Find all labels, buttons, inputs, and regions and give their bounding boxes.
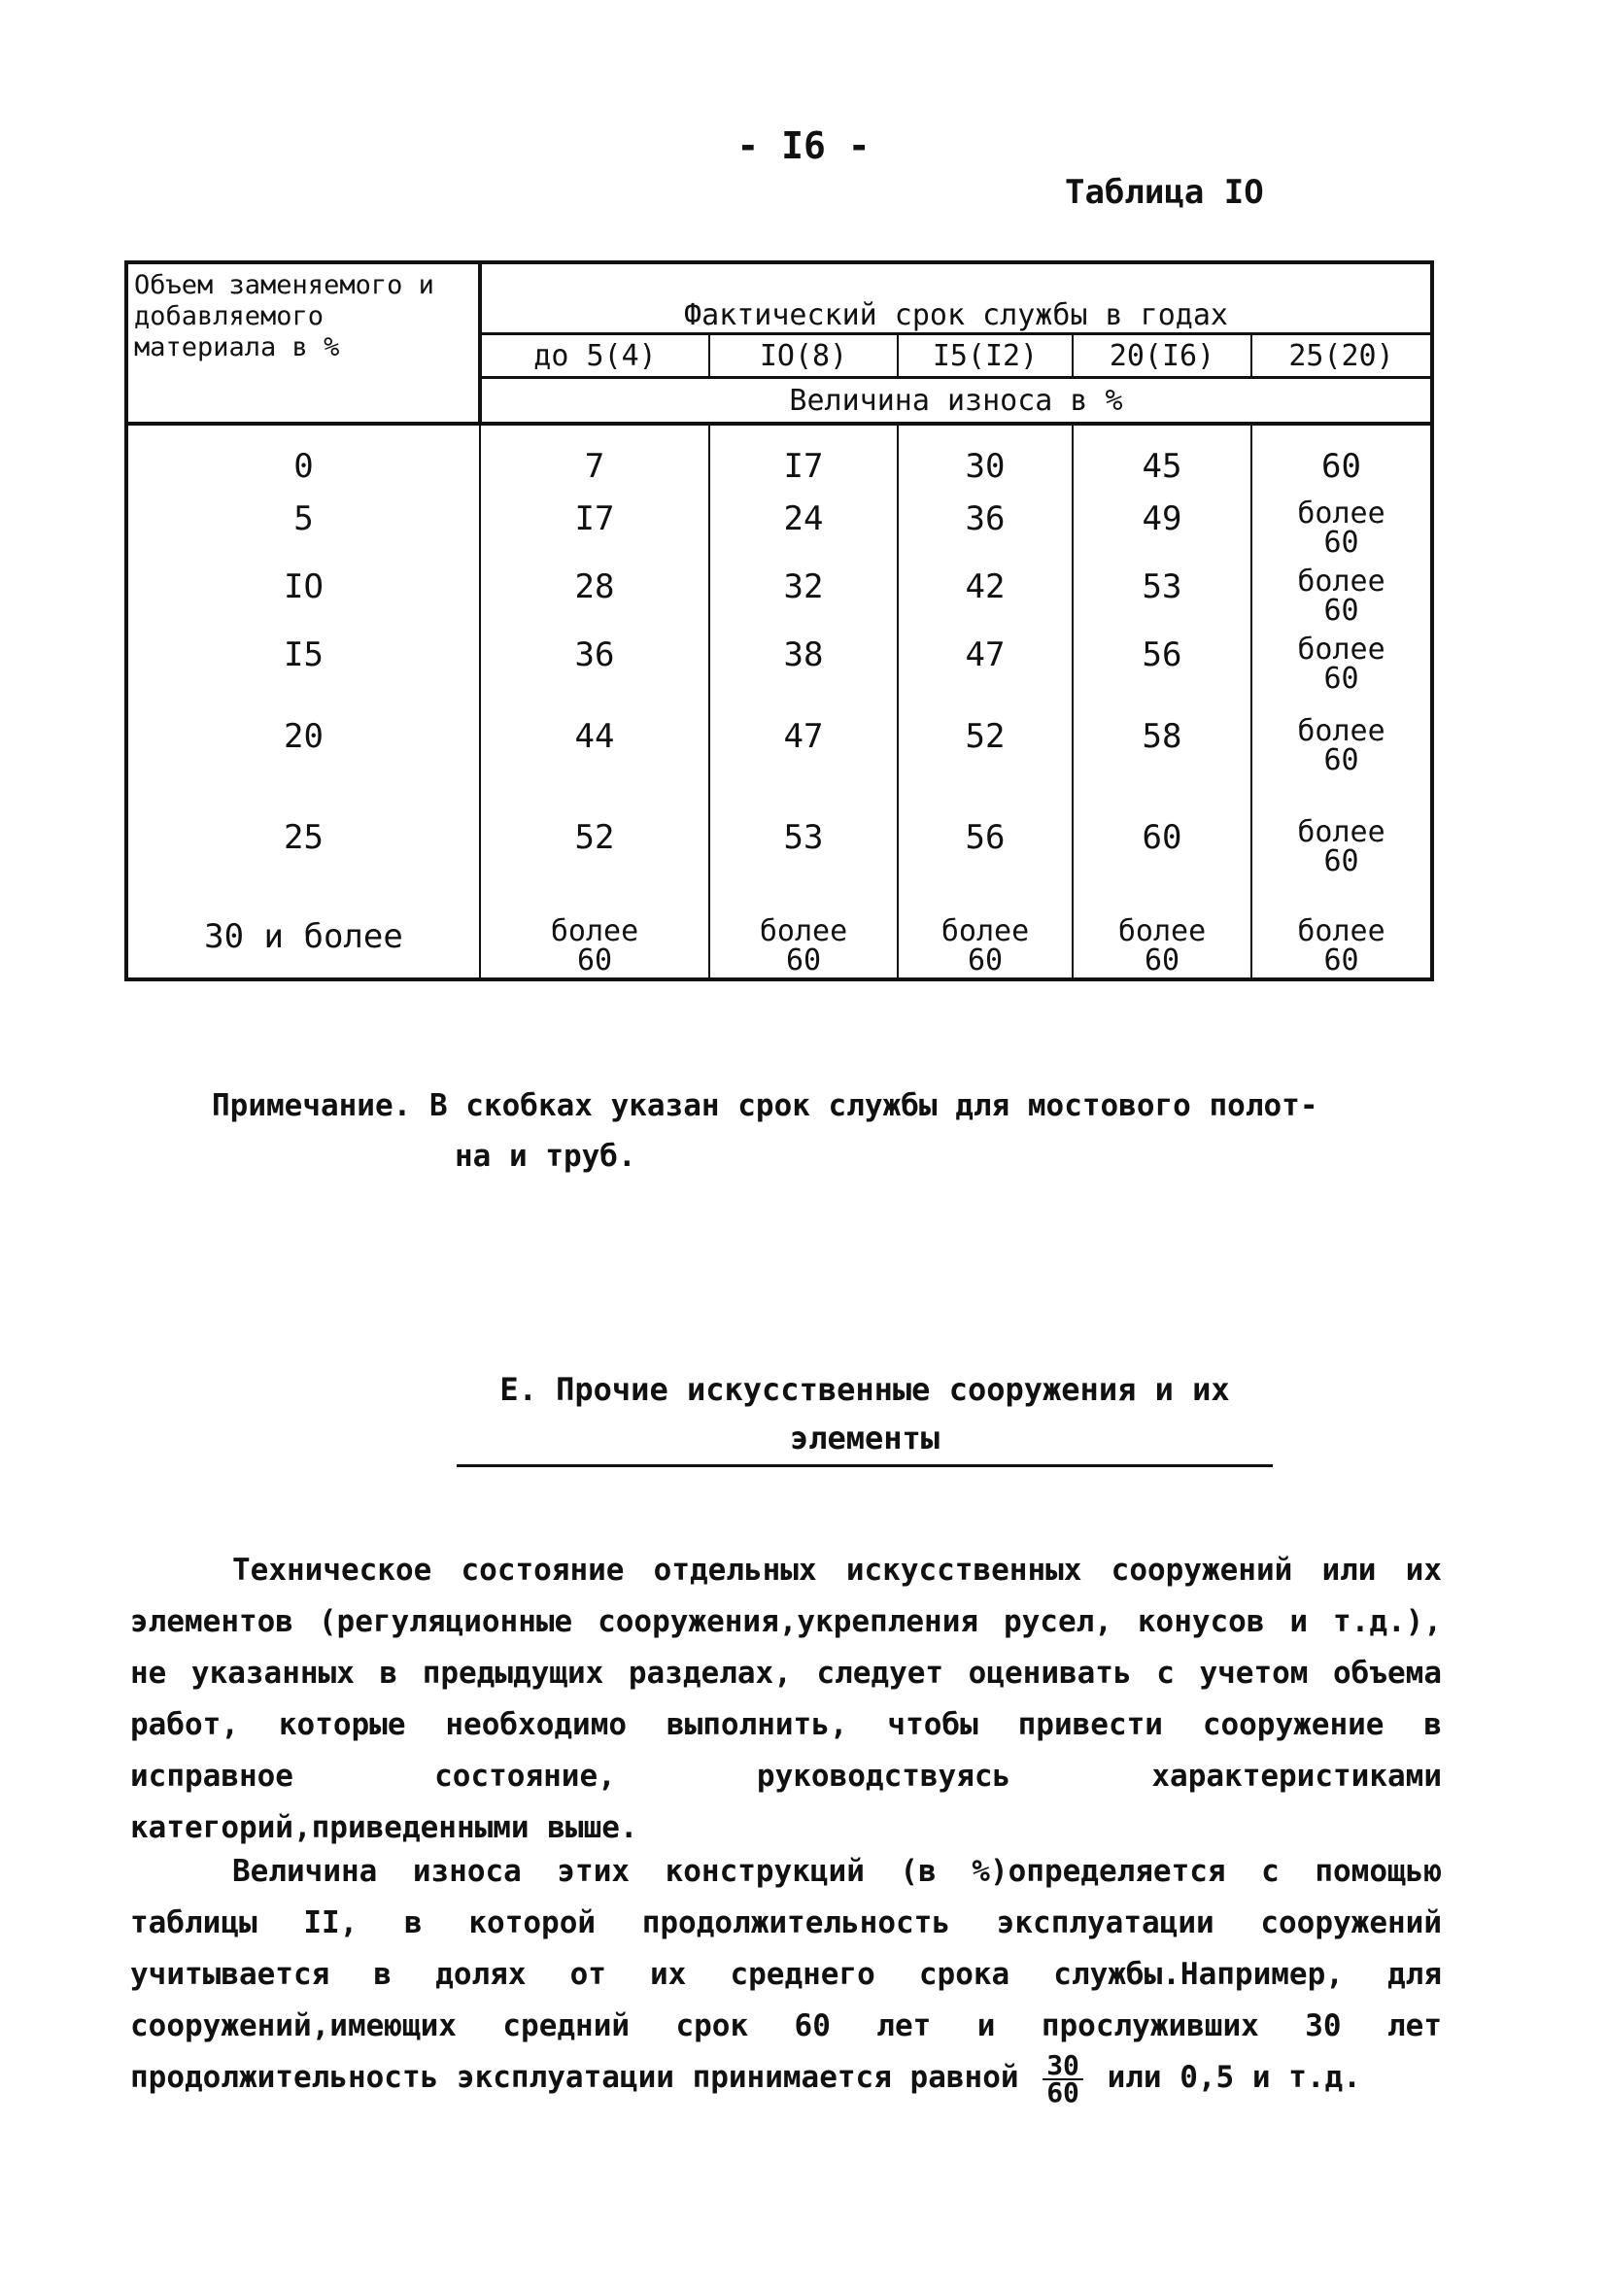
fraction-numerator: 30: [1043, 2053, 1083, 2080]
wear-cell: 28: [480, 558, 709, 626]
table-row: [126, 558, 1432, 626]
year-header: 20(I6): [1073, 334, 1251, 378]
paragraph-1-text: Техническое состояние отдельных искусственных сооружений или их элементов (регуляционные сооружения,укрепления русел, конусов и т.д.), не указанных в предыдущих разделах, следует оценивать с учетом объема работ, которые необходимо выполнить, чтобы привести сооружение в исправное состояние, руководствуясь характеристиками категорий,приведенными выше.: [130, 1553, 1442, 1845]
wear-cell: 56: [898, 808, 1073, 908]
wear-cell: более 60: [709, 908, 898, 979]
section-title-line-2: элементы: [789, 1420, 940, 1456]
section-title: [457, 1365, 1273, 1467]
page-number: - I6 -: [736, 124, 871, 167]
fraction-denominator: 60: [1046, 2075, 1079, 2108]
year-header: до 5(4): [480, 334, 709, 378]
wear-cell: более 60: [1297, 633, 1385, 696]
wear-cell: 42: [898, 558, 1073, 626]
note-line-2: на и труб.: [455, 1139, 636, 1174]
table-label: Таблица IO: [1065, 173, 1264, 212]
wear-cell: 52: [898, 707, 1073, 808]
year-header: IO(8): [709, 334, 898, 378]
wear-cell: более 60: [1073, 908, 1251, 979]
year-header: 25(20): [1251, 334, 1432, 378]
volume-cell: 20: [126, 707, 480, 808]
paragraph-2: [130, 1846, 1442, 2106]
volume-column-header: Объем заменяемого и добавляемого материала в %: [126, 262, 480, 424]
wear-cell: 49: [1073, 490, 1251, 558]
wear-cell: 53: [1073, 558, 1251, 626]
table-row: [126, 626, 1432, 707]
table-row: [126, 808, 1432, 908]
volume-cell: 0: [126, 424, 480, 490]
wear-cell: более 60: [1297, 497, 1385, 560]
wear-cell: I7: [709, 424, 898, 490]
volume-cell: 5: [126, 490, 480, 558]
wear-cell: 44: [480, 707, 709, 808]
wear-cell: 53: [709, 808, 898, 908]
wear-cell: более 60: [1297, 914, 1385, 977]
volume-cell: 25: [126, 808, 480, 908]
wear-cell: более 60: [480, 908, 709, 979]
wear-cell: 45: [1073, 424, 1251, 490]
wear-cell: 47: [898, 626, 1073, 707]
wear-cell: 60: [1321, 447, 1361, 486]
wear-cell: 56: [1073, 626, 1251, 707]
volume-cell: IO: [126, 558, 480, 626]
note-line-1: Примечание. В скобках указан срок службы для мостового полот-: [212, 1088, 1318, 1123]
wear-cell: более 60: [1297, 565, 1385, 628]
volume-cell: 30 и более: [126, 908, 480, 979]
section-title-line-1: Е. Прочие искусственные сооружения и их: [499, 1371, 1230, 1408]
wear-header: Величина износа в %: [480, 378, 1432, 425]
wear-cell: 47: [709, 707, 898, 808]
wear-cell: более 60: [1297, 714, 1385, 777]
table-row: [126, 707, 1432, 808]
table-row: [126, 424, 1432, 490]
table-note: [212, 1080, 1426, 1182]
wear-cell: более 60: [1297, 815, 1385, 878]
volume-cell: I5: [126, 626, 480, 707]
wear-cell: более 60: [898, 908, 1073, 979]
wear-table: [124, 260, 1434, 981]
wear-cell: I7: [480, 490, 709, 558]
wear-cell: 36: [898, 490, 1073, 558]
paragraph-2-text-before: Величина износа этих конструкций (в %)определяется с помощью таблицы II, в которой продолжительность эксплуатации сооружений учитывается в долях от их среднего срока службы.Например, для сооружений,имеющих средний срок 60 лет и прослуживших 30 лет продолжительность эксплуатации принимается равной: [130, 1854, 1442, 2095]
wear-cell: 36: [480, 626, 709, 707]
service-life-header: Фактический срок службы в годах: [480, 262, 1432, 334]
wear-cell: 7: [480, 424, 709, 490]
paragraph-1: [130, 1545, 1442, 1854]
wear-cell: 52: [480, 808, 709, 908]
table-row: [126, 908, 1432, 979]
fraction: [1043, 2048, 1083, 2108]
wear-cell: 24: [709, 490, 898, 558]
wear-cell: 30: [898, 424, 1073, 490]
wear-cell: 58: [1073, 707, 1251, 808]
paragraph-2-text-after: или 0,5 и т.д.: [1107, 2060, 1361, 2095]
wear-cell: 38: [709, 626, 898, 707]
wear-cell: 32: [709, 558, 898, 626]
table-row: [126, 490, 1432, 558]
year-header: I5(I2): [898, 334, 1073, 378]
wear-cell: 60: [1073, 808, 1251, 908]
